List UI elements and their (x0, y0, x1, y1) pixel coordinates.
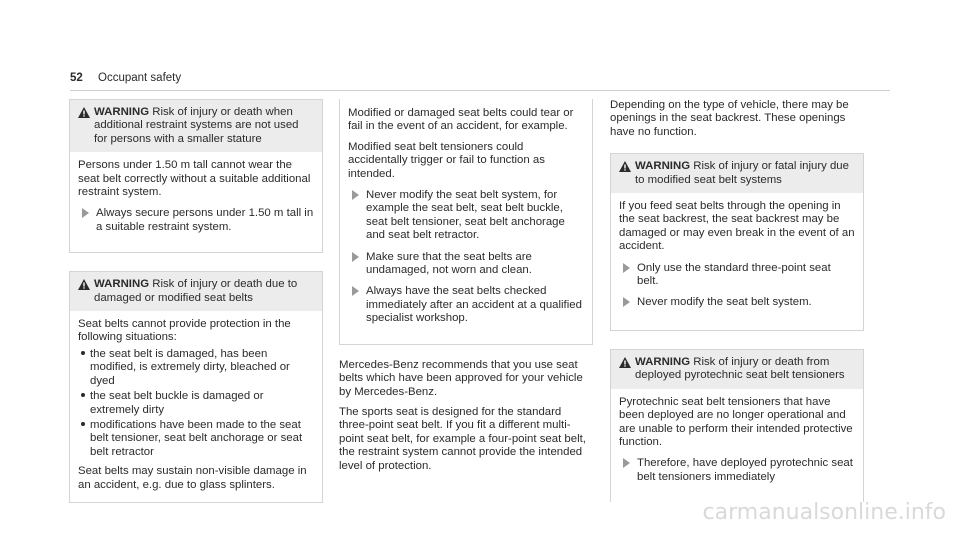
warning-title: Risk of injury or death when additional restraint systems are not used for persons with a smaller stature (94, 106, 299, 145)
step-item: Never modify the seat belt system, for example the seat belt, seat belt buckle, seat belt tensioner, seat belt anchorage and seat belt retractor. (348, 189, 584, 243)
page-number: 52 (70, 72, 83, 84)
section-title: Occupant safety (98, 72, 182, 84)
warning-triangle-icon (619, 356, 635, 383)
warning-title: Risk of injury or fatal injury due to modified seat belt systems (635, 160, 849, 186)
warning-box-continued (339, 99, 593, 345)
arrow-right-icon (619, 262, 637, 289)
column-3 (610, 99, 864, 520)
step-item: Only use the standard three-point seat belt. (619, 262, 855, 289)
step-item: Never modify the seat belt system. (619, 296, 855, 311)
warning-box-damaged-seat-belts (69, 271, 323, 503)
warning-triangle-icon (619, 160, 635, 187)
body-text (610, 99, 864, 139)
warning-triangle-icon (78, 278, 94, 305)
body-text (339, 359, 593, 473)
paragraph: The sports seat is designed for the standard three-point seat belt. If you fit a different multi-point seat belt, for example a four-point seat belt, the restraint system cannot provide the intended level of protection. (339, 405, 586, 472)
warning-intro: Seat belts cannot provide protection in the following situations: (78, 318, 291, 344)
warning-body (611, 389, 863, 502)
step-item: Always secure persons under 1.50 m tall in a suitable restraint system. (78, 207, 314, 234)
warning-triangle-icon (78, 106, 94, 146)
bullet-list (78, 348, 314, 459)
warning-body (611, 193, 863, 330)
warning-label: WARNING (94, 278, 150, 291)
arrow-right-icon (348, 285, 366, 325)
arrow-right-icon (348, 251, 366, 278)
warning-header (611, 350, 863, 389)
warning-body (70, 311, 322, 502)
warning-header (70, 100, 322, 152)
list-item: the seat belt is damaged, has been modified, is extremely dirty, bleached or dyed (78, 348, 314, 388)
warning-header (611, 154, 863, 193)
arrow-right-icon (619, 457, 637, 484)
warning-box-pyrotechnic-tensioners (610, 349, 864, 502)
arrow-right-icon (78, 207, 96, 234)
warning-box-modified-systems (610, 153, 864, 331)
warning-label: WARNING (635, 160, 691, 173)
column-2 (339, 99, 593, 480)
watermark: carmanualsonline.info (702, 500, 946, 525)
paragraph: Depending on the type of vehicle, there may be openings in the seat backrest. These openings have no function. (610, 99, 849, 138)
warning-box-smaller-stature (69, 99, 323, 253)
warning-text: Modified seat belt tensioners could accidentally trigger or fail to function as intended. (348, 140, 545, 180)
step-item: Make sure that the seat belts are undamaged, not worn and clean. (348, 251, 584, 278)
page-header (70, 72, 181, 84)
arrow-right-icon (348, 189, 366, 243)
warning-body (340, 99, 592, 344)
header-divider (70, 90, 890, 91)
list-item: the seat belt buckle is damaged or extremely dirty (78, 390, 314, 417)
warning-outro: Seat belts may sustain non-visible damage in an accident, e.g. due to glass splinters. (78, 465, 307, 491)
paragraph: Mercedes-Benz recommends that you use seat belts which have been approved for your vehicle by Mercedes-Benz. (339, 358, 583, 398)
list-item: modifications have been made to the seat belt tensioner, seat belt anchorage or seat belt retractor (78, 419, 314, 459)
warning-label: WARNING (94, 106, 150, 118)
warning-header (70, 272, 322, 311)
warning-title: Risk of injury or death from deployed pyrotechnic seat belt tensioners (635, 355, 845, 382)
warning-title: Risk of injury or death due to damaged or modified seat belts (94, 278, 298, 304)
step-item: Therefore, have deployed pyrotechnic seat belt tensioners immediately (619, 457, 855, 484)
warning-text: If you feed seat belts through the opening in the seat backrest, the seat backrest may be damaged or may even break in the event of an accident. (619, 200, 855, 253)
warning-text: Modified or damaged seat belts could tear or fail in the event of an accident, for example. (348, 107, 574, 133)
arrow-right-icon (619, 296, 637, 311)
warning-label: WARNING (635, 355, 691, 368)
warning-text: Persons under 1.50 m tall cannot wear the seat belt correctly without a suitable additional restraint system. (78, 159, 311, 199)
warning-body (70, 152, 322, 252)
warning-text: Pyrotechnic seat belt tensioners that have been deployed are no longer operational and are unable to perform their intended protective function. (619, 395, 853, 448)
step-item: Always have the seat belts checked immediately after an accident at a qualified specialist workshop. (348, 285, 584, 325)
column-1 (69, 99, 323, 521)
